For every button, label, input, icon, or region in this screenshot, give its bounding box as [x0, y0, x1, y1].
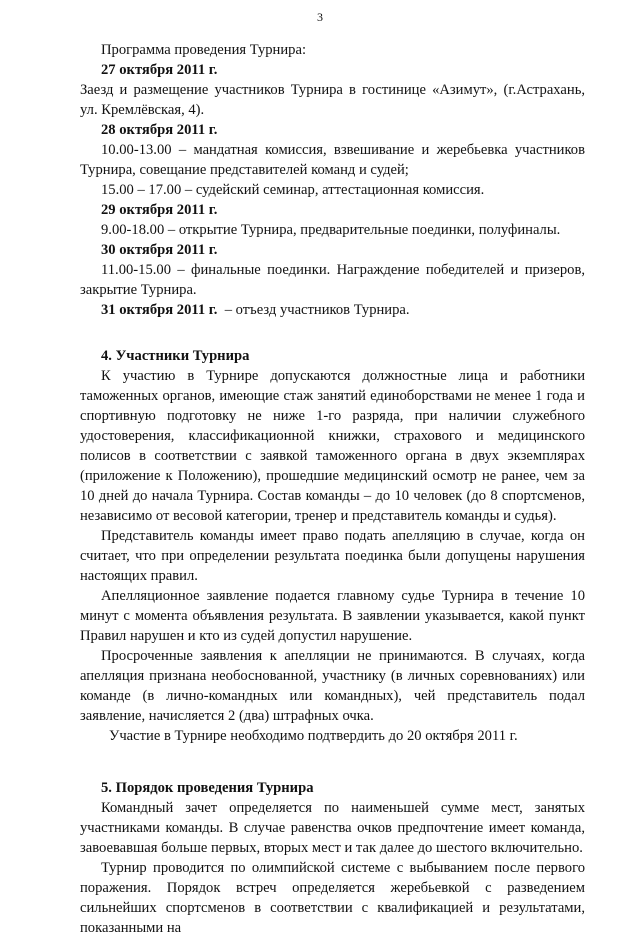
spacer [101, 320, 585, 346]
schedule-date: 29 октября 2011 г. [101, 202, 218, 218]
schedule-line: 11.00-15.00 – финальные поединки. Награждение победителей и призеров, закрытие Турнира. [80, 262, 585, 298]
schedule-last-line [101, 300, 585, 320]
section4-paragraph: Просроченные заявления к апелляции не принимаются. В случаях, когда апелляция признана необоснованной, участнику (в личных соревнованиях) или команде (в лично-командных или командных), чей представитель подал заявление, начисляется 2 (два) штрафных очка. [80, 648, 585, 724]
section4-paragraph: Участие в Турнире необходимо подтвердить до 20 октября 2011 г. [109, 728, 518, 744]
section5-paragraph: Командный зачет определяется по наименьшей сумме мест, занятых участниками команды. В случае равенства очков предпочтение имеет команда, завоевавшая больше первых, вторых мест и так далее до шестого включительно. [80, 800, 585, 856]
schedule-date: 28 октября 2011 г. [101, 122, 218, 138]
section4-paragraph: К участию в Турнире допускаются должностные лица и работники таможенных органов, имеющие стаж занятий единоборствами не менее 1 года и спортивную подготовку не ниже 1-го разряда, при наличии служебного удостоверения, классификационной книжки, страхового и медицинского полисов в соответствии с заявкой таможенного органа в двух экземплярах (приложение к Положению), прошедшие медицинский осмотр не ранее, чем за 10 дней до начала Турнира. Состав команды – до 10 человек (до 8 спортсменов, независимо от весовой категории, тренер и представитель команды и судья). [80, 368, 585, 524]
section4-paragraph: Апелляционное заявление подается главному судье Турнира в течение 10 минут с момента объявления результата. В заявлении указывается, какой пункт Правил нарушен и кто из судей допустил нарушение. [80, 588, 585, 644]
schedule-line: Заезд и размещение участников Турнира в гостинице «Азимут», (г.Астрахань, ул. Кремлёвская, 4). [80, 82, 585, 118]
schedule-line: 15.00 – 17.00 – судейский семинар, аттестационная комиссия. [101, 182, 485, 198]
schedule-date: 30 октября 2011 г. [101, 242, 218, 258]
spacer [101, 746, 585, 778]
section4-paragraph: Представитель команды имеет право подать апелляцию в случае, когда он считает, что при определении результата поединка были допущены нарушения настоящих правил. [80, 528, 585, 584]
schedule-line: 9.00-18.00 – открытие Турнира, предварительные поединки, полуфиналы. [101, 222, 561, 238]
section4-heading: 4. Участники Турнира [101, 348, 250, 364]
section5-heading: 5. Порядок проведения Турнира [101, 780, 314, 796]
schedule-date: 31 октября 2011 г. [101, 302, 218, 318]
page-number: 3 [317, 10, 323, 24]
program-title: Программа проведения Турнира: [101, 42, 306, 58]
section5-paragraph: Турнир проводится по олимпийской системе с выбыванием после первого поражения. Порядок встреч определяется жеребьевкой с разведением сильнейших спортсменов в соответствии с квалификацией и результатами, показанными на [80, 860, 585, 936]
schedule-last-text: – отъезд участников Турнира. [217, 302, 410, 318]
schedule-line: 10.00-13.00 – мандатная комиссия, взвешивание и жеребьевка участников Турнира, совещание представителей команд и судей; [80, 142, 585, 178]
schedule-date: 27 октября 2011 г. [101, 62, 218, 78]
document-body [80, 40, 585, 938]
